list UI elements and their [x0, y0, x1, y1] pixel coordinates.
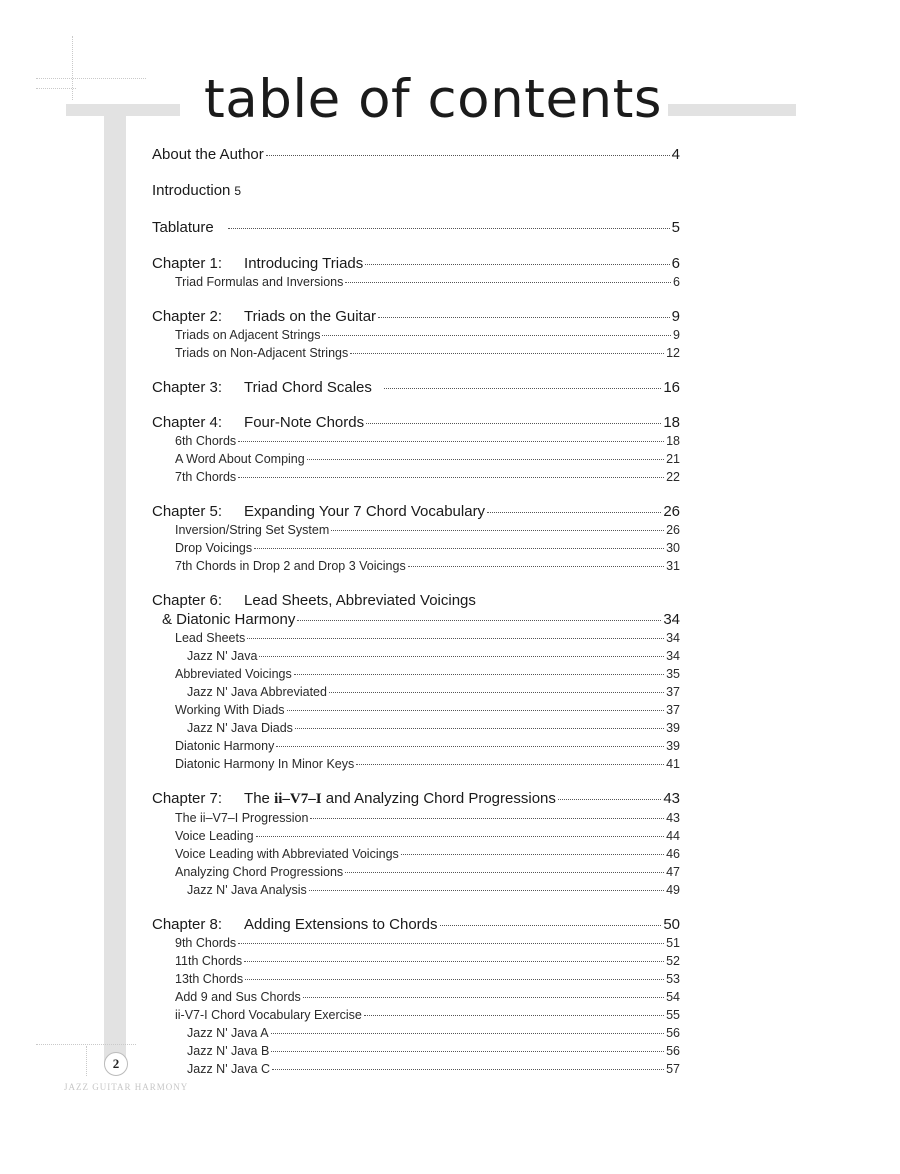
toc-page-number: 53	[666, 972, 680, 986]
dot-leader	[303, 997, 664, 998]
chapter-title: Adding Extensions to Chords	[244, 916, 438, 933]
toc-subentry[interactable]	[152, 845, 680, 863]
dot-leader	[272, 1069, 664, 1070]
toc-subentry[interactable]	[152, 755, 680, 773]
dot-leader	[487, 512, 661, 513]
dot-leader	[238, 441, 664, 442]
toc-page-number: 44	[666, 829, 680, 843]
toc-page-number: 12	[666, 346, 680, 360]
chapter-number: Chapter 4:	[152, 414, 223, 431]
dot-leader	[322, 335, 671, 336]
toc-chapter-1[interactable]	[152, 254, 680, 273]
toc-entry-label: Tablature	[152, 219, 214, 236]
dot-leader	[245, 979, 664, 980]
toc-entry-label: 6th Chords	[175, 434, 237, 448]
toc-subentry[interactable]	[152, 719, 680, 737]
toc-page-number: 37	[666, 703, 680, 717]
toc-page-number: 51	[666, 936, 680, 950]
toc-entry-label: Jazz N' Java C	[187, 1062, 270, 1076]
toc-page-number: 26	[666, 523, 680, 537]
dot-leader	[295, 728, 664, 729]
toc-entry-label: Analyzing Chord Progressions	[175, 865, 344, 879]
chapter-title-continued: & Diatonic Harmony	[162, 611, 296, 628]
toc-entry-label: Diatonic Harmony In Minor Keys	[175, 757, 355, 771]
dot-leader	[238, 943, 664, 944]
toc-page-number: 34	[663, 611, 680, 628]
toc-subentry[interactable]	[152, 1042, 680, 1060]
dot-leader	[384, 388, 661, 389]
toc-entry-label: Triads on Adjacent Strings	[175, 328, 321, 342]
toc-entry-label: 7th Chords in Drop 2 and Drop 3 Voicings	[175, 559, 406, 573]
dot-leader	[244, 961, 664, 962]
toc-subentry[interactable]	[152, 521, 680, 539]
toc-page-number: 34	[666, 631, 680, 645]
toc-subentry[interactable]	[152, 665, 680, 683]
dot-leader	[345, 282, 671, 283]
toc-subentry[interactable]	[152, 827, 680, 845]
toc-page-number: 54	[666, 990, 680, 1004]
dot-leader	[309, 890, 664, 891]
toc-page-number: 41	[666, 757, 680, 771]
chapter-number: Chapter 8:	[152, 916, 223, 933]
toc-entry-label: Add 9 and Sus Chords	[175, 990, 301, 1004]
dot-leader	[228, 228, 670, 229]
toc-subentry[interactable]	[152, 344, 680, 362]
toc-subentry[interactable]	[152, 326, 680, 344]
toc-subentry[interactable]	[152, 881, 680, 899]
dot-leader	[247, 638, 664, 639]
toc-subentry[interactable]	[152, 737, 680, 755]
running-footer-title: JAZZ GUITAR HARMONY	[64, 1082, 189, 1092]
toc-page-number: 4	[671, 146, 680, 163]
chapter-number: Chapter 1:	[152, 255, 223, 272]
toc-page-number: 34	[666, 649, 680, 663]
dot-leader	[276, 746, 664, 747]
toc-entry-label: 13th Chords	[175, 972, 244, 986]
toc-entry-about-author[interactable]	[152, 145, 680, 164]
toc-entry-label: Working With Diads	[175, 703, 285, 717]
chapter-title: Triads on the Guitar	[244, 308, 377, 325]
toc-entry-label: Jazz N' Java Diads	[187, 721, 293, 735]
toc-entry-tablature[interactable]	[152, 218, 680, 237]
dot-leader	[266, 155, 670, 156]
toc-chapter-6-heading[interactable]	[152, 591, 680, 610]
toc-subentry[interactable]	[152, 647, 680, 665]
toc-page-number: 50	[663, 916, 680, 933]
toc-page-number: 5	[234, 184, 242, 198]
dot-leader	[310, 818, 664, 819]
toc-entry-label: Abbreviated Voicings	[175, 667, 292, 681]
dot-leader	[356, 764, 664, 765]
dot-leader	[558, 799, 661, 800]
dot-leader	[271, 1033, 665, 1034]
chapter-number: Chapter 2:	[152, 308, 223, 325]
toc-page-number: 26	[663, 503, 680, 520]
dot-leader	[294, 674, 664, 675]
dot-leader	[440, 925, 662, 926]
dot-leader	[297, 620, 661, 621]
toc-page-number: 39	[666, 721, 680, 735]
toc-entry-label: Jazz N' Java B	[187, 1044, 270, 1058]
toc-chapter-4[interactable]	[152, 413, 680, 432]
dot-leader	[287, 710, 665, 711]
toc-subentry[interactable]	[152, 450, 680, 468]
toc-subentry[interactable]	[152, 1006, 680, 1024]
chapter-title: Triad Chord Scales	[244, 379, 372, 396]
toc-page-number: 22	[666, 470, 680, 484]
toc-page-number: 18	[666, 434, 680, 448]
toc-chapter-7[interactable]	[152, 789, 680, 809]
dot-leader	[256, 836, 665, 837]
toc-page-number: 55	[666, 1008, 680, 1022]
decor-guide-line	[36, 1044, 136, 1045]
dot-leader	[378, 317, 670, 318]
toc-entry-label: Jazz N' Java Analysis	[187, 883, 307, 897]
toc-page-number: 30	[666, 541, 680, 555]
toc-entry-label: Voice Leading	[175, 829, 254, 843]
toc-page-number: 6	[671, 255, 680, 272]
toc-subentry[interactable]	[152, 273, 680, 291]
toc-entry-label: Drop Voicings	[175, 541, 253, 555]
dot-leader	[238, 477, 664, 478]
toc-entry-label: 7th Chords	[175, 470, 237, 484]
toc-entry-label: Voice Leading with Abbreviated Voicings	[175, 847, 399, 861]
page-number-badge: 2	[104, 1052, 128, 1076]
toc-chapter-6[interactable]	[152, 610, 680, 629]
chapter-title: Expanding Your 7 Chord Vocabulary	[244, 503, 486, 520]
toc-chapter-8[interactable]	[152, 915, 680, 934]
toc-subentry[interactable]	[152, 432, 680, 450]
toc-entry-label: Jazz N' Java Abbreviated	[187, 685, 327, 699]
toc-page-number: 43	[663, 790, 680, 807]
decor-bar-vertical	[104, 104, 126, 1064]
toc-page-number: 16	[663, 379, 680, 396]
dot-leader	[331, 530, 664, 531]
dot-leader	[365, 264, 669, 265]
toc-entry-label: About the Author	[152, 146, 264, 163]
toc-subentry[interactable]	[152, 683, 680, 701]
toc-page-number: 18	[663, 414, 680, 431]
dot-leader	[259, 656, 664, 657]
dot-leader	[350, 353, 664, 354]
decor-guide-line	[72, 36, 73, 100]
toc-subentry[interactable]	[152, 1024, 680, 1042]
toc-subentry[interactable]	[152, 988, 680, 1006]
dot-leader	[254, 548, 664, 549]
toc-subentry[interactable]	[152, 970, 680, 988]
toc-entry-label: Jazz N' Java A	[187, 1026, 269, 1040]
toc-page-number: 35	[666, 667, 680, 681]
toc-page-number: 6	[673, 275, 680, 289]
toc-page-number: 9	[673, 328, 680, 342]
toc-page-number: 52	[666, 954, 680, 968]
decor-guide-line	[86, 1046, 87, 1076]
toc-page-number: 5	[671, 219, 680, 236]
dot-leader	[307, 459, 664, 460]
chapter-number: Chapter 3:	[152, 379, 223, 396]
toc-page-number: 47	[666, 865, 680, 879]
dot-leader	[366, 423, 661, 424]
chapter-title-suffix: and Analyzing Chord Progressions	[321, 790, 556, 807]
chapter-number: Chapter 6:	[152, 592, 223, 609]
toc-entry-label: The ii–V7–I Progression	[175, 811, 309, 825]
toc-page-number: 31	[666, 559, 680, 573]
chapter-number: Chapter 7:	[152, 790, 223, 807]
toc-page-number: 21	[666, 452, 680, 466]
toc-subentry[interactable]	[152, 809, 680, 827]
chapter-number: Chapter 5:	[152, 503, 223, 520]
toc-entry-label: Diatonic Harmony	[175, 739, 275, 753]
toc-subentry[interactable]	[152, 952, 680, 970]
toc-chapter-2[interactable]	[152, 307, 680, 326]
toc-subentry[interactable]	[152, 1060, 680, 1078]
toc-entry-label: Triads on Non-Adjacent Strings	[175, 346, 349, 360]
toc-chapter-3[interactable]	[152, 378, 680, 397]
toc-page-number: 57	[666, 1062, 680, 1076]
toc-subentry[interactable]	[152, 468, 680, 486]
toc-entry-label: Inversion/String Set System	[175, 523, 330, 537]
toc-entry-label: A Word About Comping	[175, 452, 305, 466]
toc-subentry[interactable]	[152, 629, 680, 647]
dot-leader	[329, 692, 664, 693]
toc-subentry[interactable]	[152, 557, 680, 575]
toc-page-number: 37	[666, 685, 680, 699]
toc-subentry[interactable]	[152, 863, 680, 881]
toc-entry-label: Triad Formulas and Inversions	[175, 275, 344, 289]
toc-entry-label: Jazz N' Java	[187, 649, 258, 663]
toc-page-number: 39	[666, 739, 680, 753]
toc-entry-label: 9th Chords	[175, 936, 237, 950]
toc-entry-label: Introduction	[152, 182, 231, 199]
chapter-title: Lead Sheets, Abbreviated Voicings	[244, 592, 476, 609]
dot-leader	[408, 566, 664, 567]
page-title: table of contents	[198, 64, 668, 136]
toc-subentry[interactable]	[152, 934, 680, 952]
toc-entry-label: 11th Chords	[175, 954, 243, 968]
dot-leader	[364, 1015, 664, 1016]
toc-page-number: 56	[666, 1044, 680, 1058]
chapter-title: Introducing Triads	[244, 255, 364, 272]
toc-subentry[interactable]	[152, 701, 680, 719]
toc-entry-introduction[interactable]	[152, 181, 680, 201]
toc-entry-label: Lead Sheets	[175, 631, 246, 645]
toc-page-number: 46	[666, 847, 680, 861]
toc-page-number: 43	[666, 811, 680, 825]
decor-guide-line	[36, 78, 146, 79]
toc-page-number: 49	[666, 883, 680, 897]
dot-leader	[271, 1051, 664, 1052]
table-of-contents	[152, 145, 680, 1078]
toc-entry-label: ii-V7-I Chord Vocabulary Exercise	[175, 1008, 362, 1022]
toc-page-number: 56	[666, 1026, 680, 1040]
toc-chapter-5[interactable]	[152, 502, 680, 521]
toc-page-number: 9	[671, 308, 680, 325]
decor-bar-right	[648, 104, 796, 116]
decor-guide-line	[36, 88, 76, 89]
chapter-title: Four-Note Chords	[244, 414, 365, 431]
dot-leader	[401, 854, 664, 855]
chapter-title-roman-numerals: ii–V7–I	[274, 791, 322, 807]
dot-leader	[345, 872, 664, 873]
toc-subentry[interactable]	[152, 539, 680, 557]
chapter-title-prefix: The	[244, 790, 275, 807]
